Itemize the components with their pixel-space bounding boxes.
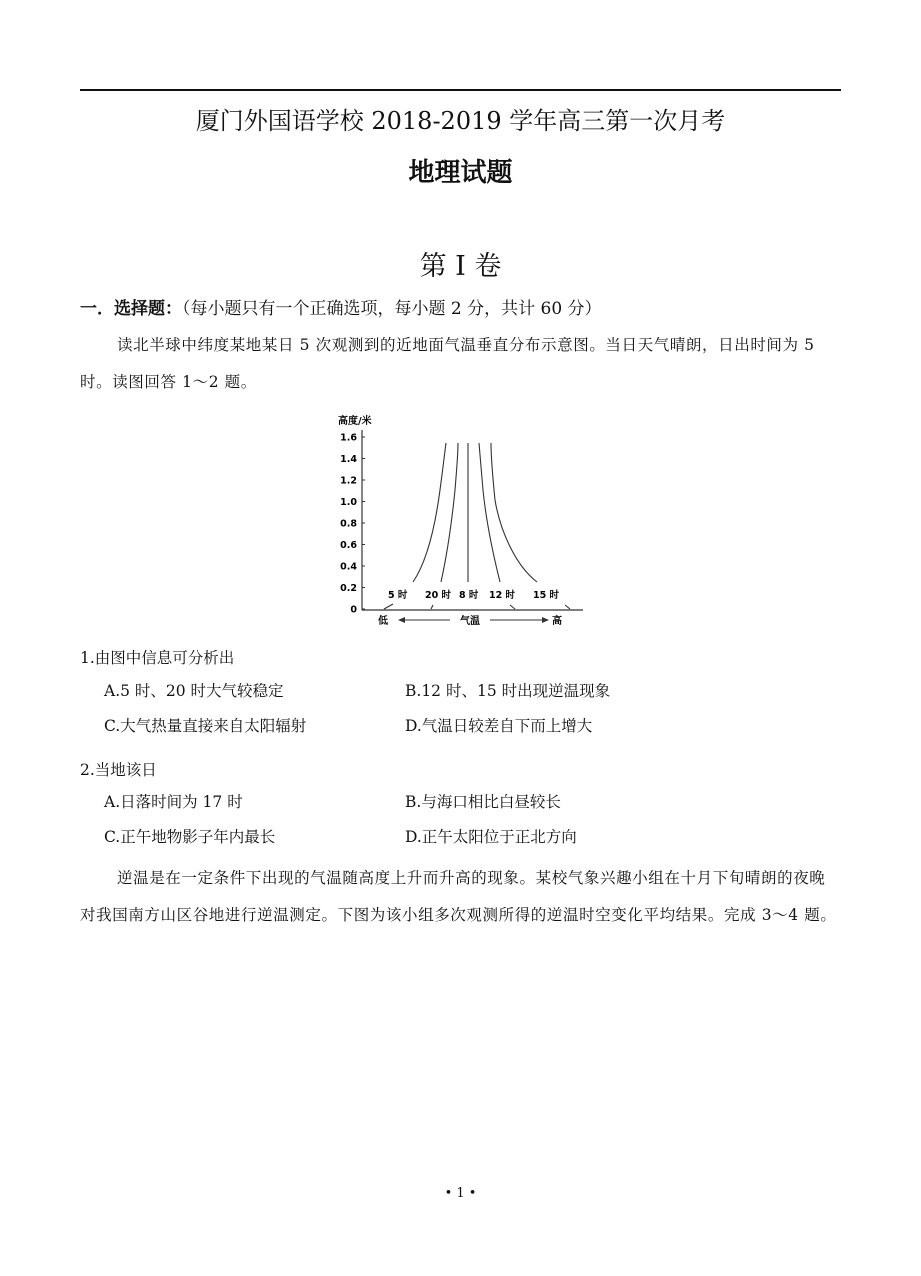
y-tick-label: 0.4: [340, 561, 357, 573]
subject-title: 地理试题: [408, 158, 513, 188]
curve-label-20: 20 时: [425, 590, 452, 601]
curve-label-12: 12 时: [489, 590, 516, 601]
intro-paragraph-1: 读北半球中纬度某地某日 5 次观测到的近地面气温垂直分布示意图。当日天气晴朗，日出时间为 5 时。读图回答 1～2 题。: [80, 336, 815, 391]
y-axis-label: 高度/米: [338, 416, 372, 427]
y-tick-label: 0.8: [340, 518, 357, 530]
curve-12: [479, 443, 500, 582]
curve-12: [510, 605, 515, 609]
page-number: • 1 •: [444, 1186, 477, 1201]
section-title: 一．选择题：: [80, 299, 182, 319]
curve-label-15: 15 时: [533, 590, 560, 601]
curve-20: [431, 605, 433, 609]
curve-5: [384, 604, 393, 609]
q1-option-b: B.12 时、15 时出现逆温现象: [405, 682, 611, 700]
q1-option-c: C.大气热量直接来自太阳辐射: [104, 717, 307, 735]
x-axis-label: 气温: [460, 616, 480, 627]
y-tick-label: 1.0: [340, 497, 357, 508]
arrow-left-head: [398, 617, 405, 623]
curve-label-8: 8 时: [459, 590, 479, 601]
curve-label-5: 5 时: [388, 590, 408, 601]
volume-heading: 第 I 卷: [419, 251, 502, 282]
exam-title: 厦门外国语学校 2018-2019 学年高三第一次月考: [195, 107, 726, 135]
q1-option-d: D.气温日较差自下而上增大: [405, 717, 593, 735]
x-high-label: 高: [552, 616, 562, 627]
curve-5: [413, 443, 446, 582]
section-note: （每小题只有一个正确选项，每小题 2 分，共计 60 分）: [182, 299, 602, 319]
y-tick-label: 0: [350, 604, 357, 616]
curve-15: [491, 443, 537, 582]
y-tick-label: 1.4: [340, 454, 357, 465]
y-tick-label: 1.2: [340, 475, 357, 487]
y-tick-label: 0.6: [340, 540, 357, 551]
intro-paragraph-2: 逆温是在一定条件下出现的气温随高度上升而升高的现象。某校气象兴趣小组在十月下旬晴朗的夜晚对我国南方山区谷地进行逆温测定。下图为该小组多次观测所得的逆温时空变化平均结果。完成 3～4 题。: [80, 869, 837, 924]
question-2-stem: 2.当地该日: [80, 761, 157, 779]
question-1-stem: 1.由图中信息可分析出: [80, 649, 235, 667]
y-tick-label: 1.6: [340, 432, 357, 444]
q2-option-a: A.日落时间为 17 时: [104, 793, 243, 811]
q2-option-d: D.正午太阳位于正北方向: [405, 828, 577, 846]
q1-option-a: A.5 时、20 时大气较稳定: [104, 682, 284, 700]
y-tick-label: 0.2: [340, 583, 357, 594]
x-low-label: 低: [378, 616, 388, 627]
q2-option-b: B.与海口相比白昼较长: [405, 793, 561, 811]
arrow-right-head: [542, 617, 549, 623]
q2-option-c: C.正午地物影子年内最长: [104, 828, 276, 846]
curve-15: [565, 605, 570, 609]
